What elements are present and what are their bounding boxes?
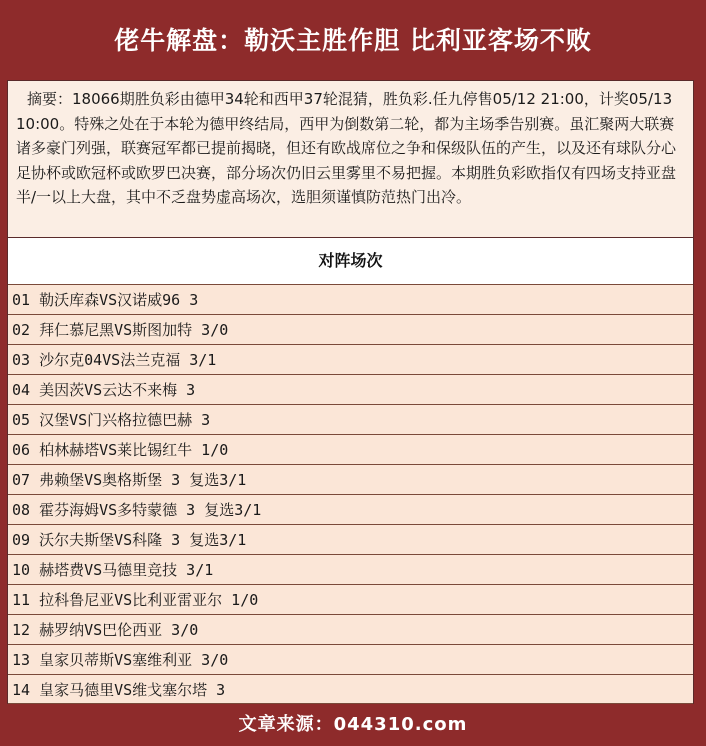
matches-list [7, 284, 694, 704]
summary-text: 摘要：18066期胜负彩由德甲34轮和西甲37轮混猜，胜负彩.任九停售05/12 21:00，计奖05/13 10:00。特殊之处在于本轮为德甲终结局，西甲为倒数第二轮，都为主场季告别赛。虽汇聚两大联赛诸多豪门列强，联赛冠军都已提前揭晓，但还有欧战席位之争和保级队伍的产生，以及还有球队分心足协杯或欧冠杯或欧罗巴决赛，部分场次仍旧云里雾里不易把握。本期胜负彩欧指仅有四场支持亚盘半/一以上大盘，其中不乏盘势虚高场次，选胆须谨慎防范热门出冷。 [7, 80, 694, 238]
match-row: 03 沙尔克04VS法兰克福 3/1 [8, 344, 693, 374]
match-row: 02 拜仁慕尼黑VS斯图加特 3/0 [8, 314, 693, 344]
match-row: 09 沃尔夫斯堡VS科隆 3 复选3/1 [8, 524, 693, 554]
page-title: 佬牛解盘：勒沃主胜作胆 比利亚客场不败 [114, 26, 592, 55]
match-row: 07 弗赖堡VS奥格斯堡 3 复选3/1 [8, 464, 693, 494]
match-row: 01 勒沃库森VS汉诺威96 3 [8, 284, 693, 314]
matches-heading: 对阵场次 [7, 238, 694, 284]
match-row: 13 皇家贝蒂斯VS塞维利亚 3/0 [8, 644, 693, 674]
match-row: 08 霍芬海姆VS多特蒙德 3 复选3/1 [8, 494, 693, 524]
match-row: 06 柏林赫塔VS莱比锡红牛 1/0 [8, 434, 693, 464]
match-row: 11 拉科鲁尼亚VS比利亚雷亚尔 1/0 [8, 584, 693, 614]
match-row: 14 皇家马德里VS维戈塞尔塔 3 [8, 674, 693, 704]
match-row: 12 赫罗纳VS巴伦西亚 3/0 [8, 614, 693, 644]
source-footer: 文章来源：044310.com [238, 714, 468, 735]
match-row: 05 汉堡VS门兴格拉德巴赫 3 [8, 404, 693, 434]
match-row: 10 赫塔费VS马德里竞技 3/1 [8, 554, 693, 584]
match-row: 04 美因茨VS云达不来梅 3 [8, 374, 693, 404]
